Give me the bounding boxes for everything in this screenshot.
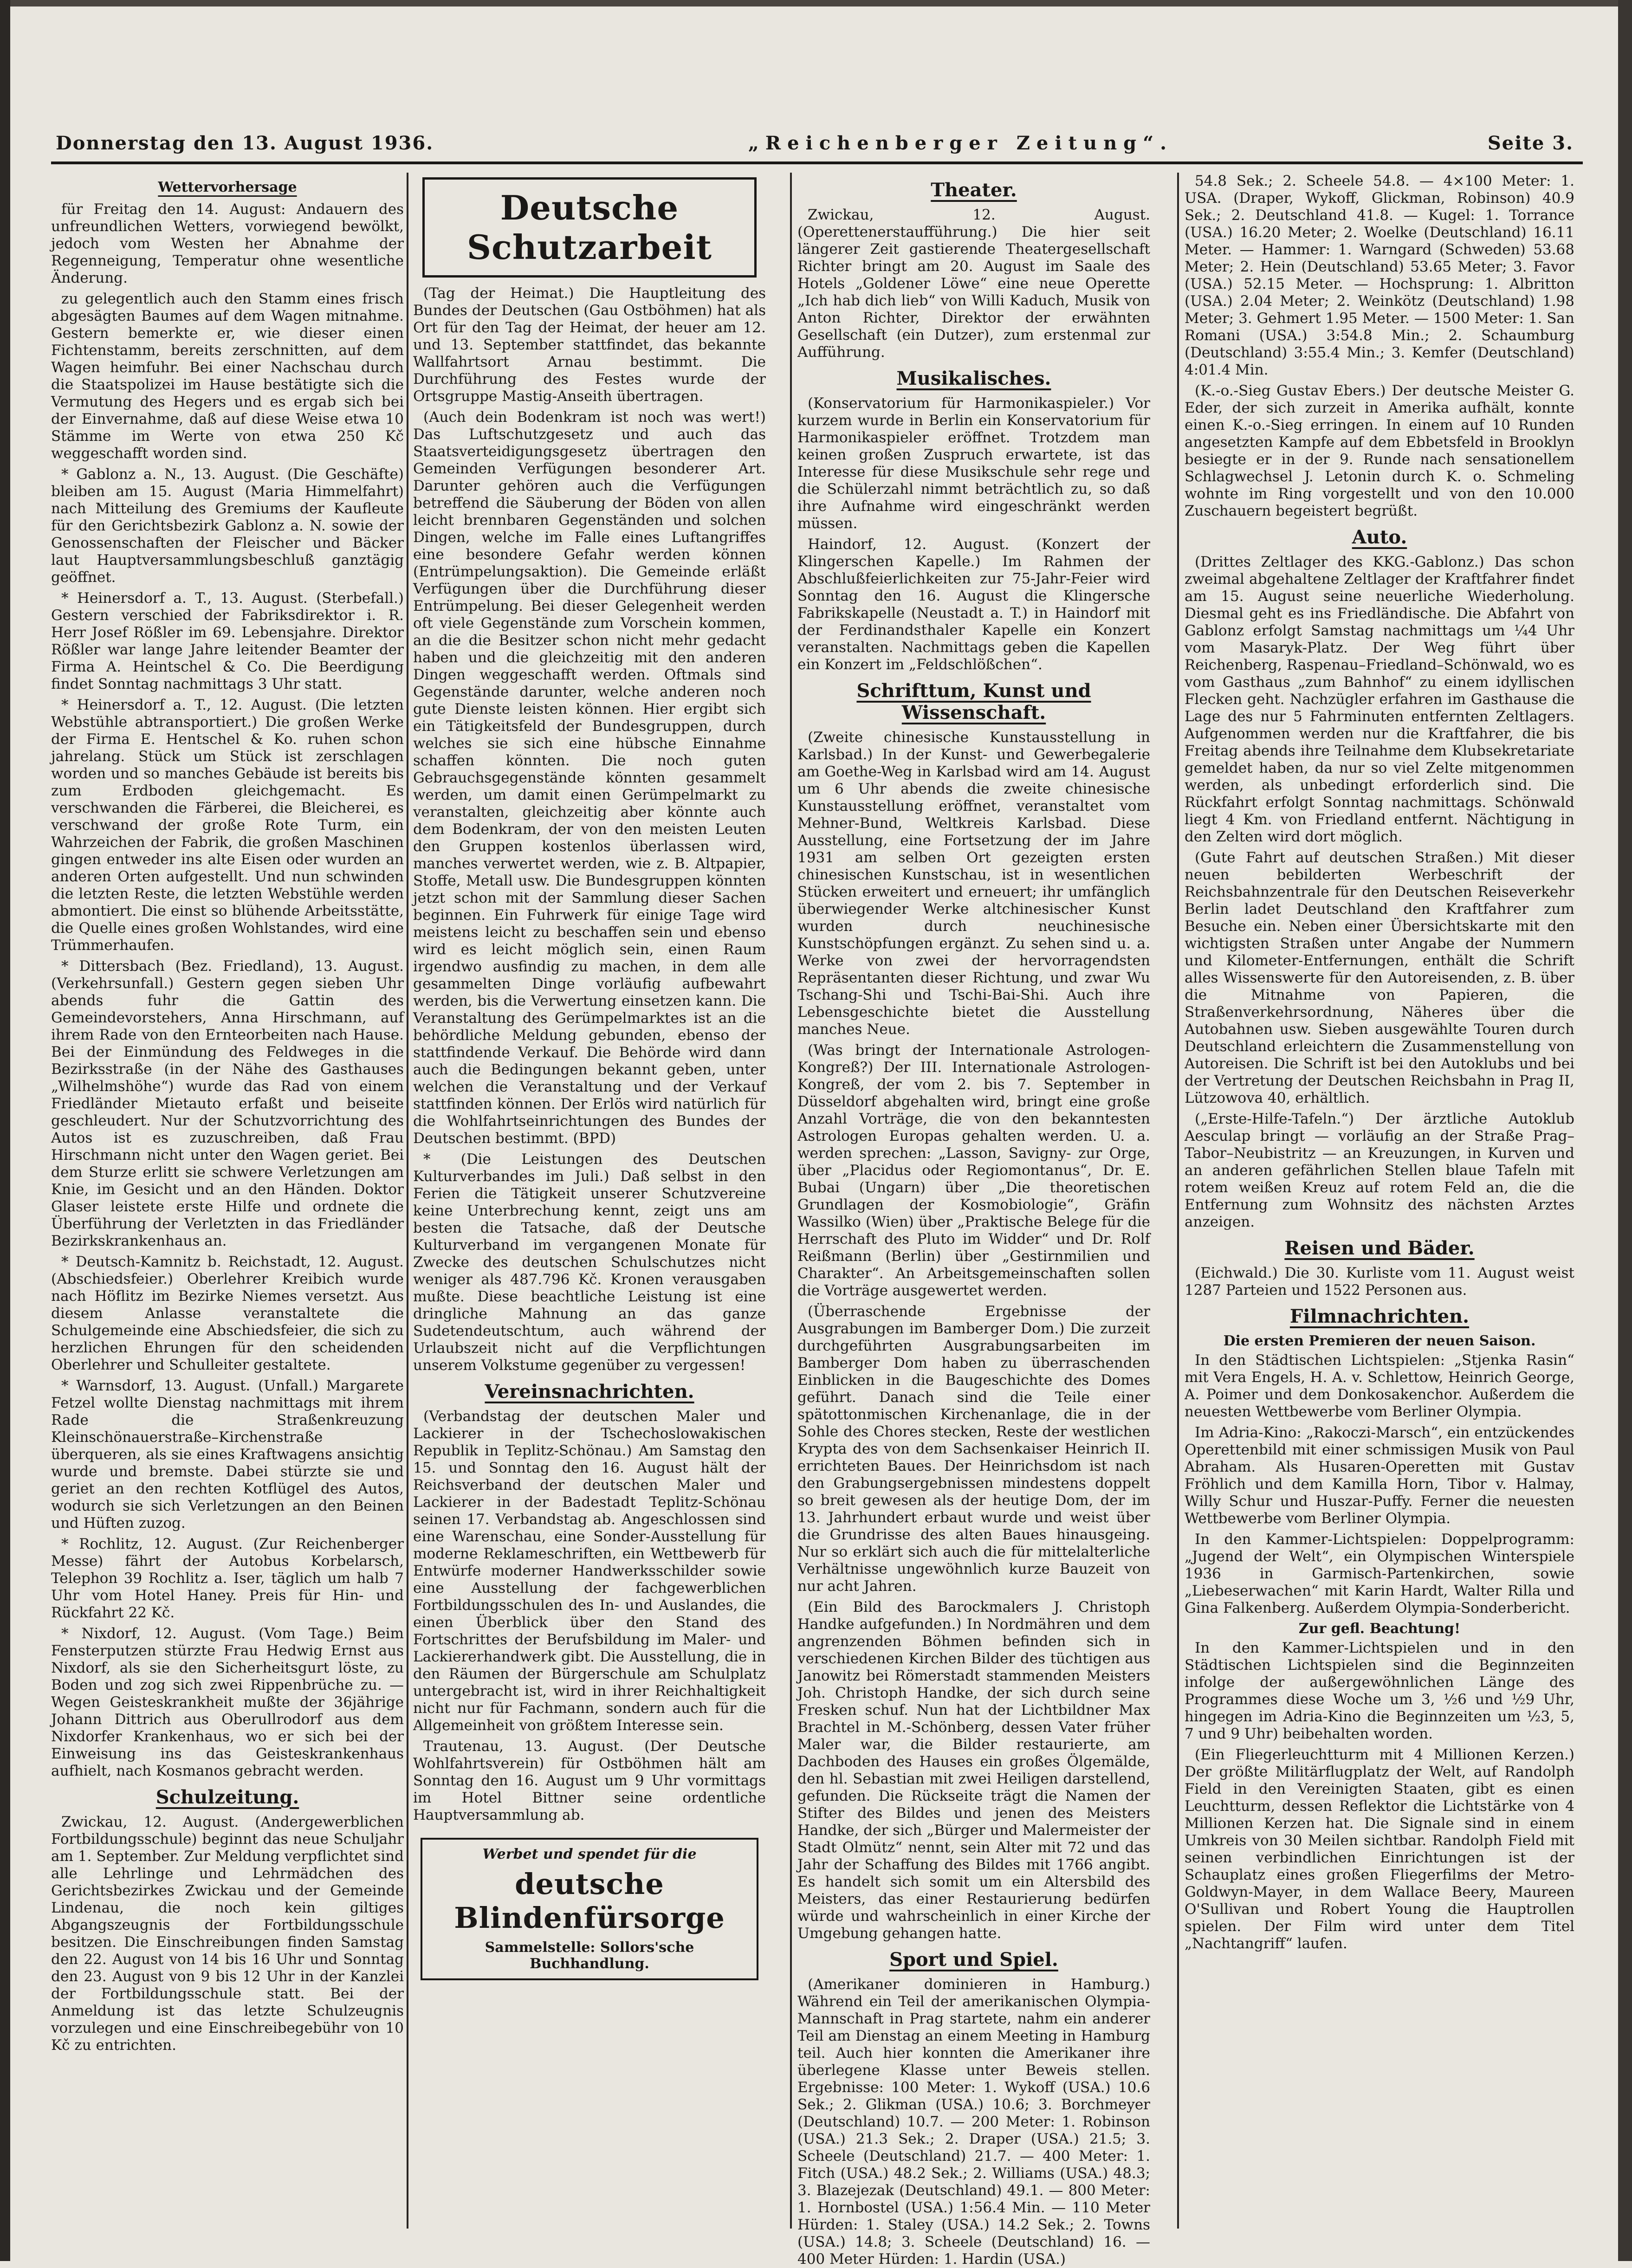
article-text: (Amerikaner dominieren in Hamburg.) Während ein Teil der amerikanischen Olympia-Mannschaft in Prag startete, nahm ein anderer Teil am Dienstag an einem Meeting in Hamburg teil. Auch hier konnten die Amerikaner ihre überlegene Klasse unter Beweis stellen. Ergebnisse: 100 Meter: 1. Wykoff (USA.) 10.6 Sek.; 2. Glikman (USA.) 10.6; 3. Borchmeyer (Deutschland) 10.7. — 200 Meter: 1. Robinson (USA.) 21.3 Sek.; 2. Draper (USA.) 21.5; 3. Scheele (Deutschland) 21.7. — 400 Meter: 1. Fitch (USA.) 48.2 Sek.; 2. Williams (USA.) 48.3; 3. Blazejezak (Deutschland) 49.1. — 800 Meter: 1. Hornbostel (USA.) 1:56.4 Min. — 110 Meter Hürden: 1. Staley (USA.) 14.2 Sek.; 2. Towns (USA.) 14.8; 3. Scheele (Deutschland) 16. — 400 Meter Hürden: 1. Hardin (USA.): [797, 1976, 1150, 2268]
article-text: (Konservatorium für Harmonikaspieler.) Vor kurzem wurde in Berlin ein Konservatorium für Harmonikaspieler eröffnet. Trotzdem man keinen großen Zuspruch erwartete, ist das Interesse für diese Musikschule sehr rege und die Schülerzahl nimmt beträchtlich zu, so daß ihre Aufnahme wird eingeschränkt werden müssen.: [797, 395, 1150, 532]
scan-edge-top: [0, 0, 1632, 6]
article-text: (Was bringt der Internationale Astrologen-Kongreß?) Der III. Internationale Astrologen-Kongreß, der vom 2. bis 7. September in Düsseldorf abgehalten wird, bringt eine große Anzahl Vorträge, die von den bekanntesten Astrologen Europas gehalten werden. U. a. werden sprechen: „Lasson, Savigny- zur Orge, über „Placidus oder Regiomontanus“, Dr. E. Bubai (Ungarn) über „Die theoretischen Grundlagen der Kosmobiologie“, Gräfin Wassilko (Wien) über „Praktische Belege für die Herrschaft des Pluto im Widder“ und Dr. Rolf Reißmann (Berlin) über „Gestirnmilien und Charakter“. An Arbeitsgemeinschaften sollen die Vorträge ausgewertet werden.: [797, 1042, 1150, 1299]
advertisement-box: [421, 1838, 758, 1980]
article-text: In den Kammer-Lichtspielen: Doppelprogramm: „Jugend der Welt“, ein Olympischen Winterspiele 1936 in Garmisch-Partenkirchen, sowie „Liebeserwachen“ mit Karin Hardt, Walter Rilla und Gina Falkenberg. Außerdem Olympia-Sonderbericht.: [1185, 1531, 1574, 1616]
section-heading: Vereinsnachrichten.: [485, 1381, 694, 1402]
article-text: (Ein Bild des Barockmalers J. Christoph Handke aufgefunden.) In Nordmähren und dem angrenzenden Böhmen befinden sich in verschiedenen Kirchen Bilder des tüchtigen aus Janowitz bei Römerstadt stammenden Meisters Joh. Christoph Handke, der sich durch seine Fresken schuf. Nun hat der Lichtbildner Max Brachtel in M.-Schönberg, dessen Vater früher Maler war, die Bilder restaurierte, am Dachboden des Hauses ein großes Ölgemälde, den hl. Sebastian mit zwei Heiligen darstellend, gefunden. Die Rückseite trägt die Namen der Stifter des Bildes und jenen des Meisters Handke, der sich „Bürger und Malermeister der Stadt Olmütz“ nennt, sein Alter mit 72 und das Jahr der Schaffung des Bildes mit 1766 angibt. Es handelt sich somit um ein Altersbild des Meisters, das einer Restaurierung bedürfen würde und wahrscheinlich in einer Kirche der Umgebung gehangen hatte.: [797, 1599, 1150, 1942]
article-text: („Erste-Hilfe-Tafeln.“) Der ärztliche Autoklub Aesculap bringt — vorläufig an der Straße Prag–Tabor–Neubistritz — an Kreuzungen, in Kurven und an anderen gefährlichen Stellen blaue Tafeln mit rotem weißen Kreuz auf rotem Feld an, die die Entfernung zum Wohnsitz des nächsten Arztes anzeigen.: [1185, 1111, 1574, 1230]
article-text: (Verbandstag der deutschen Maler und Lackierer in der Tschechoslowakischen Republik in Teplitz-Schönau.) Am Samstag den 15. und Sonntag den 16. August hält der Reichsverband der deutschen Maler und Lackierer in der Badestadt Teplitz-Schönau seinen 17. Verbandstag ab. Angeschlossen sind eine Warenschau, eine Sonder-Ausstellung für moderne Reklameschriften, ein Wettbewerb für Entwürfe moderner Handwerksschilder sowie eine Ausstellung der fachgewerblichen Fortbildungsschulen des In- und Auslandes, die einen Überblick über den Stand des Fortschrittes der Berufsbildung im Maler- und Lackiererhandwerk gibt. Die Ausstellung, die in den Räumen der Bürgerschule am Schulplatz untergebracht ist, wird in ihrer Reichhaltigkeit nicht nur für Fachmann, sondern auch für die Allgemeinheit von größtem Interesse sein.: [413, 1408, 766, 1734]
section-heading: Schrifttum, Kunst und Wissenschaft.: [856, 680, 1091, 724]
section-heading: Musikalisches.: [896, 368, 1051, 389]
article-text: Zwickau, 12. August. (Operettenerstaufführung.) Die hier seit längerer Zeit gastierende Theatergesellschaft Richter bringt am 20. August im Saale des Hotels „Goldener Löwe“ eine neue Operette „Ich hab dich lieb“ von Willi Kaduch, Musik von Anton Richter, Direktor der erwähnten Gesellschaft (ein Dutzer), zum erstenmal zur Aufführung.: [797, 207, 1150, 361]
weather-heading: Wettervorhersage: [158, 179, 297, 195]
article-text: * Heinersdorf a. T., 12. August. (Die letzten Webstühle abtransportiert.) Die großen Werke der Firma E. Hentschel & Ko. ruhen schon jahrelang. Stück um Stück ist zerschlagen worden und so manches Gebäude ist bereits bis zum Erdboden gleichgemacht. Es verschwanden die Färberei, die Bleicherei, es verschwand der große Rote Turm, ein Wahrzeichen der Fabrik, die großen Maschinen gingen entweder ins alte Eisen oder wurden an anderen Orten aufgestellt. Und nun schwinden die letzten Reste, die letzten Webstühle werden abmontiert. Die einst so blühende Arbeitsstätte, die Quelle eines großen Wohlstandes, wird eine Trümmerhaufen.: [51, 697, 404, 954]
issue-date: Donnerstag den 13. August 1936.: [56, 132, 434, 154]
column-rule: [407, 173, 408, 2229]
article-text: (Drittes Zeltlager des KKG.-Gablonz.) Das schon zweimal abgehaltene Zeltlager der Kraftfahrer findet am 15. August seine neuerliche Wiederholung. Diesmal geht es ins Friedländische. Die Abfahrt von Gablonz erfolgt Samstag nachmittags um ¼4 Uhr vom Masaryk-Platz. Der Weg führt über Reichenberg, Raspenau–Friedland–Schönwald, wo es vom Gasthaus „zum Bahnhof“ zu einem idyllischen Flecken geht. Nachzügler erfahren im Gasthause die Lage des nur 5 Fahrminuten entfernten Zeltlagers. Aufgenommen werden nur die Kraftfahrer, die bis Freitag abends ihre Teilnahme dem Klubsekretariate gemeldet haben, da nur so viel Zelte mitgenommen werden, als unbedingt erforderlich sind. Die Rückfahrt erfolgt Sonntag nachmittags. Schönwald liegt 4 Km. von Friedland entfernt. Nächtigung in den Zelten wird dort möglich.: [1185, 554, 1574, 845]
scan-edge-left: [0, 0, 10, 2261]
article-text: 54.8 Sek.; 2. Scheele 54.8. — 4×100 Meter: 1. USA. (Draper, Wykoff, Glickman, Robinson) 40.9 Sek.; 2. Deutschland 41.8. — Kugel: 1. Torrance (USA.) 16.20 Meter; 2. Woelke (Deutschland) 16.11 Meter. — Hammer: 1. Warngard (Schweden) 53.68 Meter; 2. Hein (Deutschland) 53.65 Meter; 3. Favor (USA.) 52.15 Meter. — Hochsprung: 1. Albritton (USA.) 2.04 Meter; 2. Weinkötz (Deutschland) 1.98 Meter; 3. Gehmert 1.95 Meter. — 1500 Meter: 1. San Romani (USA.) 3:54.8 Min.; 2. Schaumburg (Deutschland) 3:55.4 Min.; 3. Kemfer (Deutschland) 4:01.4 Min.: [1185, 173, 1574, 378]
page-number: Seite 3.: [1487, 132, 1574, 154]
article-text: In den Städtischen Lichtspielen: „Stjenka Rasin“ mit Vera Engels, H. A. v. Schlettow, Heinrich George, A. Poimer und dem Donkosakenchor. Außerdem die neuesten Wettbewerbe vom Berliner Olympia.: [1185, 1352, 1574, 1420]
column-rule: [1177, 173, 1179, 2229]
article-text: (Auch dein Bodenkram ist noch was wert!) Das Luftschutzgesetz und auch das Staatsverteidigungsgesetz übertragen den Gemeinden Verfügungen besonderer Art. Darunter gehören auch die Verfügungen betreffend die Säuberung der Böden von allen leicht brennbaren Gegenständen und solchen Dingen, welche im Falle eines Luftangriffes eine besondere Gefahr werden können (Entrümpelungsaktion). Die Gemeinde erläßt Verfügungen über die Durchführung dieser Entrümpelung. Bei dieser Gelegenheit werden oft viele Gegenstände zum Vorschein kommen, an die die Besitzer schon nicht mehr gedacht haben und die gleichzeitig mit den anderen Dingen weggeschafft werden. Oftmals sind Gegenstände darunter, welche anderen noch gute Dienste leisten können. Hier ergibt sich ein Tätigkeitsfeld der Bundesgruppen, durch welches sie sich eine hübsche Einnahme schaffen könnten. Die noch guten Gebrauchsgegenstände könnten gesammelt werden, um damit einen Gerümpelmarkt zu veranstalten, gleichzeitig aber könnte auch dem Bodenkram, der von den meisten Leuten den Gruppen kostenlos überlassen wird, manches verwertet werden, wie z. B. Altpapier, Stoffe, Metall usw. Die Bundesgruppen könnten jetzt schon mit der Sammlung dieser Sachen beginnen. Ein Fuhrwerk für einige Tage wird meistens leicht zu beschaffen sein und ebenso wird es leicht möglich sein, einen Raum irgendwo ausfindig zu machen, in dem alle gesammelten Dinge vorläufig aufbewahrt werden, bis die Verwertung einsetzen kann. Die Veranstaltung des Gerümpelmarktes ist an die behördliche Meldung gebunden, ebenso der stattfindende Verkauf. Die Behörde wird dann auch die Bedingungen bekannt geben, unter welchen die Veranstaltung und der Verkauf stattfinden können. Der Erlös wird natürlich für die Wohlfahrtseinrichtungen des Bundes der Deutschen bestimmt. (BPD): [413, 409, 766, 1147]
section-subheading: Die ersten Premieren der neuen Saison.: [1223, 1333, 1536, 1349]
section-heading: Filmnachrichten.: [1289, 1305, 1470, 1327]
column-1: [51, 173, 404, 2229]
article-text: Trautenau, 13. August. (Der Deutsche Wohlfahrtsverein) für Ostböhmen hält am Sonntag den 16. August um 9 Uhr vormittags im Hotel Bittner seine ordentliche Hauptversammlung ab.: [413, 1738, 766, 1823]
article-text: Haindorf, 12. August. (Konzert der Klingerschen Kapelle.) Im Rahmen der Abschlußfeierlichkeiten zur 75-Jahr-Feier wird Sonntag den 16. August die Klingersche Fabrikskapelle (Neustadt a. T.) in Haindorf mit der Ferdinandsthaler Kapelle ein Konzert veranstalten. Nachmittags geben die Kapellen ein Konzert im „Feldschlößchen“.: [797, 536, 1150, 673]
article-text: (Tag der Heimat.) Die Hauptleitung des Bundes der Deutschen (Gau Ostböhmen) hat als Ort für den Tag der Heimat, der heuer am 12. und 13. September stattfindet, das bekannte Wallfahrtsort Arnau bestimmt. Die Durchführung des Festes wurde der Ortsgruppe Mastig-Anseith übertragen.: [413, 285, 766, 405]
article-text: * (Die Leistungen des Deutschen Kulturverbandes im Juli.) Daß selbst in den Ferien die Tätigkeit unserer Schutzvereine keine Unterbrechung kennt, zeigt uns am besten die Tatsache, daß der Deutsche Kulturverband im vergangenen Monate für Zwecke des deutschen Schulschutzes nicht weniger als 487.796 Kč. Kronen verausgaben mußte. Diese beachtliche Leistung ist eine dringliche Mahnung an das ganze Sudetendeutschtum, auch während der Urlaubszeit nicht auf die Verpflichtungen unserem Volkstume gegenüber zu vergessen!: [413, 1151, 766, 1374]
column-4: [1185, 173, 1574, 2229]
article-text: * Rochlitz, 12. August. (Zur Reichenberger Messe) fährt der Autobus Korbelarsch, Telephon 39 Rochlitz a. Iser, täglich um halb 7 Uhr vom Hotel Haney. Preis für Hin- und Rückfahrt 22 Kč.: [51, 1536, 404, 1621]
masthead: „Reichenberger Zeitung“.: [748, 132, 1173, 154]
article-text: * Heinersdorf a. T., 13. August. (Sterbefall.) Gestern verschied der Fabriksdirektor i. R. Herr Josef Rößler im 69. Lebensjahre. Direktor Rößler war lange Jahre leitender Beamter der Firma A. Heintschel & Co. Die Beerdigung findet Sonntag nachmittags 3 Uhr statt.: [51, 590, 404, 692]
article-text: In den Kammer-Lichtspielen und in den Städtischen Lichtspielen sind die Beginnzeiten infolge der außergewöhnlichen Länge des Programmes diese Woche um 3, ½6 und ½9 Uhr, hingegen im Adria-Kino die Beginnzeiten um ½3, 5, 7 und 9 Uhr) beibehalten worden.: [1185, 1640, 1574, 1742]
column-2: [413, 173, 766, 2229]
article-text: (Eichwald.) Die 30. Kurliste vom 11. August weist 1287 Parteien und 1522 Personen aus.: [1185, 1265, 1574, 1299]
article-text: * Dittersbach (Bez. Friedland), 13. August. (Verkehrsunfall.) Gestern gegen sieben Uhr abends fuhr die Gattin des Gemeindevorstehers, Anna Hirschmann, auf ihrem Rade von den Ernteorbeiten nach Hause. Bei der Einmündung des Feldweges in die Bezirksstraße (in der Nähe des Gasthauses „Wilhelmshöhe“) wurde das Rad von einem Friedländer Mietauto erfaßt und beiseite geschleudert. Nur der Schutzvorrichtung des Autos ist es zuzuschreiben, daß Frau Hirschmann nicht unter den Wagen geriet. Bei dem Sturze erlitt sie schwere Verletzungen am Knie, im Gesicht und an den Händen. Doktor Glaser leistete erste Hilfe und ordnete die Überführung der Verletzten in das Friedländer Bezirkskrankenhaus an.: [51, 958, 404, 1249]
weather-text: für Freitag den 14. August: Andauern des unfreundlichen Wetters, vorwiegend bewölkt, jedoch vom Westen her Abnahme der Regenneigung, Temperatur ohne wesentliche Änderung.: [51, 201, 404, 286]
ad-line: Werbet und spendet für die: [482, 1846, 697, 1862]
article-text: Im Adria-Kino: „Rakoczi-Marsch“, ein entzückendes Operettenbild mit einer schmissigen Musik von Paul Abraham. Als Husaren-Operetten mit Gustav Fröhlich und dem Kamilla Horn, Tibor v. Halmay, Willy Schur und Huszar-Puffy. Ferner die neuesten Wettbewerbe vom Berliner Olympia.: [1185, 1424, 1574, 1527]
article-text: (Überraschende Ergebnisse der Ausgrabungen im Bamberger Dom.) Die zurzeit durchgeführten Ausgrabungsarbeiten im Bamberger Dom haben zu überraschenden Einblicken in die Baugeschichte des Domes geführt. Danach sind die Teile einer spätottonmischen Kirchenanlage, die in der Sohle des Chores stecken, Reste der westlichen Krypta des von dem Sachsenkaiser Heinrich II. errichteten Baues. Der Heinrichsdom ist nach den Grabungsergebnissen mindestens doppelt so breit gewesen als der heutige Dom, der im 13. Jahrhundert erbaut wurde und weist über die Grundrisse des alten Baues hinausgeing. Nur so erklärt sich auch die für mittelalterliche Verhältnisse ungewöhnlich kurze Bauzeit von nur acht Jahren.: [797, 1303, 1150, 1595]
notice-heading: Zur gefl. Beachtung!: [1298, 1621, 1461, 1637]
article-text: * Gablonz a. N., 13. August. (Die Geschäfte) bleiben am 15. August (Maria Himmelfahrt) nach Mitteilung des Gremiums der Kaufleute für den Gerichtsbezirk Gablonz a. N. sowie der Genossenschaften der Fleischer und Bäcker laut Hauptversammlungsbeschluß ganztägig geöffnet.: [51, 466, 404, 586]
page-header: [56, 129, 1574, 157]
column-rule: [790, 173, 792, 2229]
article-text: (Zweite chinesische Kunstausstellung in Karlsbad.) In der Kunst- und Gewerbegalerie am Goethe-Weg in Karlsbad wird am 14. August um 6 Uhr abends die zweite chinesische Kunstausstellung eröffnet, veranstaltet vom Mehner-Bund, Weltkreis Karlsbad. Diese Ausstellung, eine Fortsetzung der im Jahre 1931 am selben Ort gezeigten ersten chinesischen Kunstschau, ist in wesentlichen Stücken erweitert und erneuert; ihr umfänglich überwiegender Werke altchinesischer Kunst wurden durch neuchinesische Kunstschöpfungen ergänzt. Zu sehen sind u. a. Werke von zwei der hervorragendsten Repräsentanten dieser Richtung, und zwar Wu Tschang-Shi und Tschi-Bai-Shi. Auch ihre Lebensgeschichte bietet die Ausstellung manches Neue.: [797, 729, 1150, 1038]
section-title-box: Deutsche Schutzarbeit: [422, 177, 757, 278]
article-text: (Gute Fahrt auf deutschen Straßen.) Mit dieser neuen bebilderten Werbeschrift der Reichsbahnzentrale für den Deutschen Reiseverkehr Berlin ladet Deutschland den Kraftfahrer zum Besuche ein. Neben einer Übersichtskarte mit den wichtigsten Straßen unter Angabe der Nummern und Kilometer-Entfernungen, enthält die Schrift alles Wissenswerte für den Autoreisenden, z. B. über die Mitnahme von Papieren, die Straßenverkehrsordnung, Näheres über die Autobahnen usw. Sieben ausgewählte Touren durch Deutschland erleichtern die Zusammenstellung von Autoreisen. Die Schrift ist bei den Autoklubs und bei der Vertretung der Deutschen Reichsbahn in Prag II, Lützowova 40, erhältlich.: [1185, 849, 1574, 1106]
scan-edge-right: [1618, 0, 1632, 2261]
section-heading: Reisen und Bäder.: [1284, 1237, 1475, 1259]
article-text: * Nixdorf, 12. August. (Vom Tage.) Beim Fensterputzen stürzte Frau Hedwig Ernst aus Nixdorf, als sie den Sicherheitsgurt löste, zu Boden und zog sich zwei Rippenbrüche zu. — Wegen Geisteskrankheit mußte der 36jährige Johann Dittrich aus Oberullrodorf aus dem Nixdorfer Krankenhaus, wo er sich bei der Einweisung ins das Geisteskrankenhaus aufhielt, nach Kosmanos gebracht werden.: [51, 1625, 404, 1779]
ad-title: deutsche Blindenfürsorge: [454, 1867, 725, 1935]
ad-line: Sammelstelle: Sollors'sche Buchhandlung.: [485, 1939, 694, 1972]
section-heading: Auto.: [1352, 526, 1407, 548]
article-text: Zwickau, 12. August. (Andergewerblichen Fortbildungsschule) beginnt das neue Schuljahr am 1. September. Zur Meldung verpflichtet sind alle Lehrlinge und Lehrmädchen des Gerichtsbezirkes Zwickau und der Gemeinde Lindenau, die noch kein giltiges Abgangszeugnis der Fortbildungsschule besitzen. Die Einschreibungen finden Samstag den 22. August von 14 bis 16 Uhr und Sonntag den 23. August von 9 bis 12 Uhr in der Kanzlei der Fortbildungsschule statt. Bei der Anmeldung ist das letzte Schulzeugnis vorzulegen und eine Einschreibegebühr von 10 Kč zu entrichten.: [51, 1814, 404, 2054]
article-text: * Deutsch-Kamnitz b. Reichstadt, 12. August. (Abschiedsfeier.) Oberlehrer Kreibich wurde nach Höflitz im Bezirke Niemes versetzt. Aus diesem Anlasse veranstaltete die Schulgemeinde eine Abschiedsfeier, die sich zu herzlichen Ehrungen für den scheidenden Oberlehrer und Schulleiter gestaltete.: [51, 1254, 404, 1373]
article-text: zu gelegentlich auch den Stamm eines frisch abgesägten Baumes auf dem Wagen mitnahme. Gestern bemerkte er, wie dieser einen Fichtenstamm, bereits zerschnitten, auf dem Wagen heimfuhr. Bei einer Nachschau durch die Staatspolizei im Hause bestätigte sich die Vermutung des Hegers und es ergab sich bei der Einvernahme, daß auf diese Weise etwa 10 Stämme im Werte von etwa 250 Kč weggeschafft worden sind.: [51, 291, 404, 462]
section-heading: Schulzeitung.: [155, 1786, 299, 1808]
column-3: [797, 173, 1150, 2268]
section-heading: Sport und Spiel.: [889, 1949, 1058, 1971]
article-text: (K.-o.-Sieg Gustav Ebers.) Der deutsche Meister G. Eder, der sich zurzeit in Amerika aufhält, konnte einen K.-o.-Sieg erringen. In einem auf 10 Runden angesetzten Kampfe auf dem Ebbetsfeld in Brooklyn besiegte er in der 9. Runde nach sensationellem Schlagwechsel J. Letonin durch K. o. Schmeling wohnte im Ring vorgestellt und von den 10.000 Zuschauern begeistert begrüßt.: [1185, 382, 1574, 519]
section-heading: Theater.: [931, 179, 1017, 201]
article-text: * Warnsdorf, 13. August. (Unfall.) Margarete Fetzel wollte Dienstag nachmittags mit ihrem Rade die Straßenkreuzung Kleinschönauerstraße–Kirchenstraße überqueren, als sie eines Kraftwagens ansichtig wurde und bremste. Dabei stürzte sie und geriet an den rechten Kotflügel des Autos, wodurch sie sich Verletzungen an den Beinen und Hüften zuzog.: [51, 1377, 404, 1531]
header-rule: [51, 162, 1583, 164]
article-text: (Ein Fliegerleuchtturm mit 4 Millionen Kerzen.) Der größte Militärflugplatz der Welt, auf Randolph Field in den Vereinigten Staaten, gibt es einen Leuchtturm, dessen Reflektor die Lichtstärke von 4 Millionen Kerzen hat. Die Signale sind in einem Umkreis von 30 Meilen sichtbar. Randolph Field mit seinen verbindlichen Einrichtungen ist der Schauplatz eines großen Fliegerfilms der Metro-Goldwyn-Mayer, in dem Wallace Beery, Maureen O'Sullivan und Robert Young die Hauptrollen spielen. Der Film wird unter dem Titel „Nachtangriff“ laufen.: [1185, 1746, 1574, 1952]
